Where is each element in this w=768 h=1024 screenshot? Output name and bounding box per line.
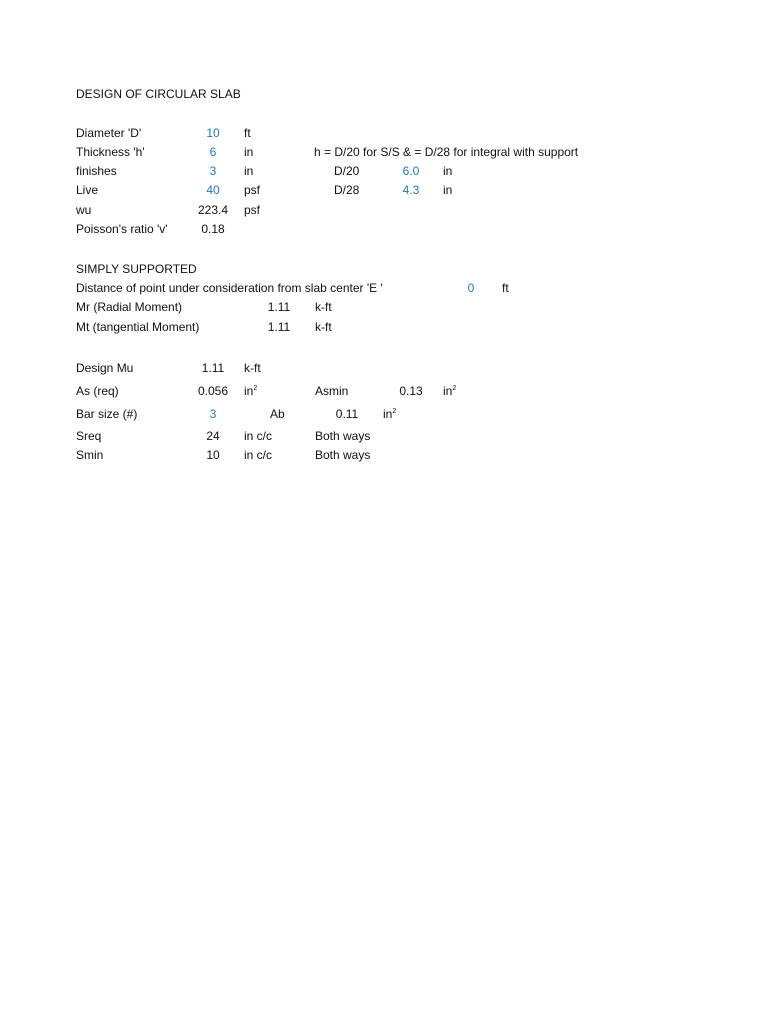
bar-size-value[interactable]: 3 <box>209 407 217 421</box>
poisson-value: 0.18 <box>201 222 225 236</box>
asmin-value: 0.13 <box>399 384 423 398</box>
smin-unit: in c/c <box>244 448 273 462</box>
d28-label: D/28 <box>334 183 360 197</box>
d20-value: 6.0 <box>402 164 420 178</box>
sreq-unit: in c/c <box>244 429 273 443</box>
diameter-unit: ft <box>244 126 251 140</box>
thickness-rule-note: h = D/20 for S/S & = D/28 for integral with support <box>314 145 579 159</box>
asmin-label: Asmin <box>315 384 349 398</box>
poisson-label: Poisson's ratio 'v' <box>76 222 168 236</box>
diameter-label: Diameter 'D' <box>76 126 142 140</box>
design-mu-unit: k-ft <box>244 361 261 375</box>
as-req-value: 0.056 <box>197 384 229 398</box>
sreq-value: 24 <box>206 429 220 443</box>
d20-unit: in <box>443 164 453 178</box>
mt-value: 1.11 <box>267 320 291 334</box>
wu-value: 223.4 <box>197 203 229 217</box>
mr-label: Mr (Radial Moment) <box>76 300 183 314</box>
distance-label: Distance of point under consideration from slab center 'E ' <box>76 281 383 295</box>
smin-note: Both ways <box>315 448 371 462</box>
ab-unit: $in^2$ <box>383 407 397 421</box>
wu-label: wu <box>76 203 92 217</box>
mt-unit: k-ft <box>315 320 332 334</box>
wu-unit: psf <box>244 203 261 217</box>
diameter-value[interactable]: 10 <box>206 126 220 140</box>
asmin-unit: $in^2$ <box>443 384 457 398</box>
finishes-value[interactable]: 3 <box>209 164 217 178</box>
thickness-value[interactable]: 6 <box>209 145 217 159</box>
distance-value[interactable]: 0 <box>467 281 475 295</box>
mt-label: Mt (tangential Moment) <box>76 320 200 334</box>
smin-label: Smin <box>76 448 104 462</box>
finishes-unit: in <box>244 164 254 178</box>
simply-supported-heading: SIMPLY SUPPORTED <box>76 262 197 276</box>
sreq-note: Both ways <box>315 429 371 443</box>
as-req-unit: $in^2$ <box>244 384 258 398</box>
design-mu-value: 1.11 <box>201 361 225 375</box>
d28-unit: in <box>443 183 453 197</box>
sheet-title: DESIGN OF CIRCULAR SLAB <box>76 87 241 101</box>
ab-label: Ab <box>270 407 285 421</box>
thickness-label: Thickness 'h' <box>76 145 145 159</box>
smin-value: 10 <box>206 448 220 462</box>
design-mu-label: Design Mu <box>76 361 134 375</box>
d20-label: D/20 <box>334 164 360 178</box>
as-req-label: As (req) <box>76 384 119 398</box>
thickness-unit: in <box>244 145 254 159</box>
mr-unit: k-ft <box>315 300 332 314</box>
ab-value: 0.11 <box>335 407 359 421</box>
bar-size-label: Bar size (#) <box>76 407 138 421</box>
mr-value: 1.11 <box>267 300 291 314</box>
d28-value: 4.3 <box>402 183 420 197</box>
live-value[interactable]: 40 <box>206 183 220 197</box>
live-unit: psf <box>244 183 261 197</box>
distance-unit: ft <box>502 281 509 295</box>
finishes-label: finishes <box>76 164 117 178</box>
live-label: Live <box>76 183 99 197</box>
sreq-label: Sreq <box>76 429 102 443</box>
